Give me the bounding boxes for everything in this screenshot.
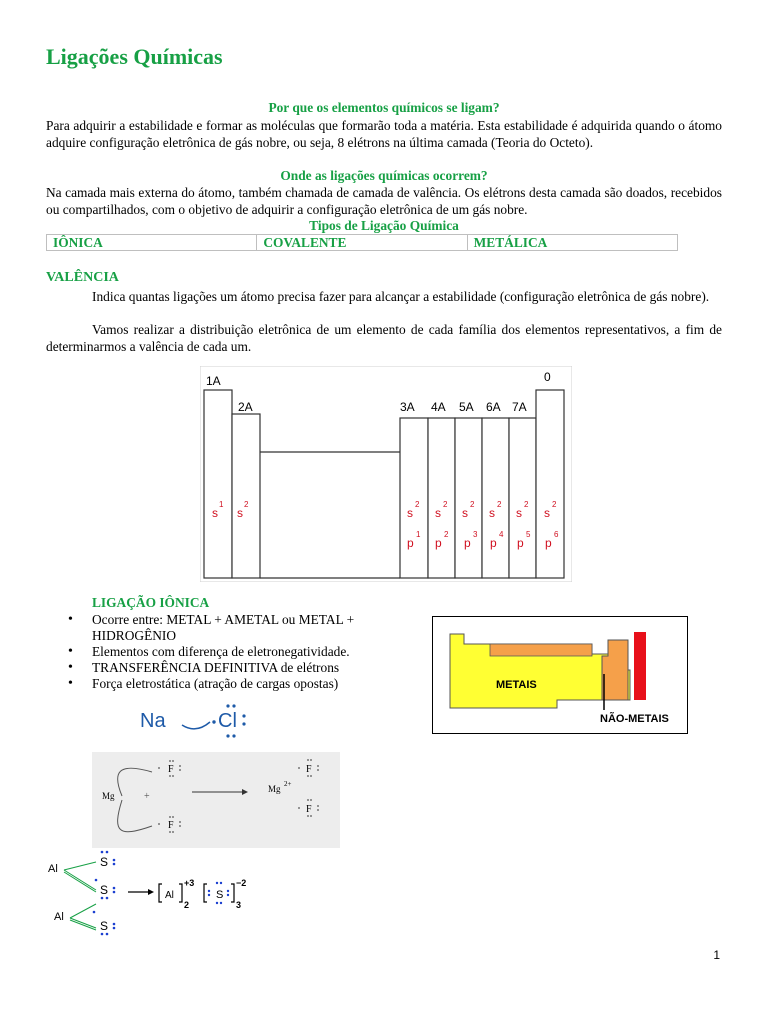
- config-s-5a: s: [462, 506, 468, 520]
- sulfide-ion: S: [216, 889, 224, 901]
- aluminium-ion: Al: [165, 890, 174, 901]
- sulfide-charge: −2: [236, 878, 247, 888]
- config-p-sup-7a: 5: [526, 530, 531, 539]
- config-s-7a: s: [516, 506, 522, 520]
- section-text-why: Para adquirir a estabilidade e formar as moléculas que formarão toda a matéria. Esta estabilidade é adquirida quando o átomo adquire configuração eletrônica de gás nobre, ou seja, 8 elétrons na última camada (Teoria do Octeto).: [46, 118, 722, 150]
- section-heading-where: Onde as ligações químicas ocorrem?: [280, 168, 488, 183]
- sulfur-symbol-3: S: [100, 919, 109, 933]
- column-5a: [455, 418, 482, 578]
- config-s-2a: s: [237, 506, 243, 520]
- periodic-valence-diagram: [200, 366, 572, 582]
- types-table: [46, 234, 678, 251]
- nacl-lewis-diagram: [136, 700, 256, 740]
- aluminium-subscript: 2: [184, 900, 190, 910]
- config-s-sup-6a: 2: [497, 500, 502, 509]
- aluminium-symbol-top: Al: [48, 863, 58, 875]
- ionic-bullet: • Ocorre entre: METAL + AMETAL ou METAL + HIDROGÊNIO: [46, 612, 426, 644]
- type-ionic: IÔNICA: [47, 235, 257, 251]
- config-s-4a: s: [435, 506, 441, 520]
- config-s-sup-0: 2: [552, 500, 557, 509]
- magnesium-ion: Mg: [268, 784, 281, 794]
- group-label-3a: 3A: [400, 400, 415, 414]
- config-p-sup-6a: 4: [499, 530, 504, 539]
- group-label-5a: 5A: [459, 400, 474, 414]
- al2s3-lewis-diagram: [44, 850, 264, 942]
- ionic-heading: LIGAÇÃO IÔNICA: [92, 595, 210, 610]
- valencia-text-1: Indica quantas ligações um átomo precisa fazer para alcançar a estabilidade (configuração eletrônica de gás nobre).: [92, 289, 710, 304]
- config-p-sup-0: 6: [554, 530, 559, 539]
- metals-nonmetals-diagram: [432, 616, 688, 734]
- config-p-5a: p: [464, 536, 471, 550]
- config-p-4a: p: [435, 536, 442, 550]
- magnesium-symbol: Mg: [102, 791, 115, 801]
- magnesium-ion-charge: 2+: [284, 780, 292, 788]
- config-p-6a: p: [490, 536, 497, 550]
- fluoride-ion-top: F: [306, 764, 312, 775]
- fluorine-symbol-bottom: F: [168, 820, 174, 831]
- config-s-1a: s: [212, 506, 218, 520]
- config-s-sup-3a: 2: [415, 500, 420, 509]
- config-p-sup-5a: 3: [473, 530, 478, 539]
- plus-sign: +: [144, 791, 150, 802]
- column-7a: [509, 418, 536, 578]
- config-p-0: p: [545, 536, 552, 550]
- transition-band: [490, 644, 592, 656]
- sodium-symbol: Na: [140, 710, 166, 732]
- chlorine-symbol: Cl: [218, 710, 237, 732]
- transfer-arrow: [182, 722, 210, 729]
- group-label-2a: 2A: [238, 400, 253, 414]
- valencia-text-2: Vamos realizar a distribuição eletrônica de um elemento de cada família dos elementos representativos, a fim de determinarmos a valência de cada um.: [46, 322, 722, 354]
- mgf2-lewis-diagram: [92, 752, 340, 848]
- fluorine-symbol-top: F: [168, 764, 174, 775]
- sulfide-subscript: 3: [236, 900, 242, 910]
- config-s-6a: s: [489, 506, 495, 520]
- config-s-0: s: [544, 506, 550, 520]
- sulfur-symbol-1: S: [100, 855, 109, 869]
- column-2a: [232, 414, 260, 578]
- types-heading: Tipos de Ligação Química: [309, 218, 459, 233]
- config-s-sup-2a: 2: [244, 500, 249, 509]
- group-label-0: 0: [544, 370, 551, 384]
- ionic-bullet: • TRANSFERÊNCIA DEFINITIVA de elétrons: [46, 660, 426, 676]
- ionic-bullet-list: [46, 612, 426, 692]
- ionic-bullet: • Elementos com diferença de eletronegatividade.: [46, 644, 426, 660]
- aluminium-charge: +3: [184, 878, 195, 888]
- config-p-sup-3a: 1: [416, 530, 421, 539]
- config-s-3a: s: [407, 506, 413, 520]
- group-label-6a: 6A: [486, 400, 501, 414]
- column-6a: [482, 418, 509, 578]
- page-number: 1: [713, 948, 720, 962]
- type-metallic: METÁLICA: [467, 235, 677, 251]
- electron-transfer-lines: [64, 862, 96, 930]
- config-p-7a: p: [517, 536, 524, 550]
- page-title: Ligações Químicas: [46, 44, 223, 69]
- type-covalent: COVALENTE: [257, 235, 467, 251]
- section-text-where: Na camada mais externa do átomo, também chamada de camada de valência. Os elétrons desta camada são doados, recebidos ou compartilhados, com o objetivo de adquirir a configuração eletrônica de um gás nobre.: [46, 185, 722, 217]
- section-heading-why: Por que os elementos químicos se ligam?: [268, 100, 500, 115]
- group-label-7a: 7A: [512, 400, 527, 414]
- group-label-4a: 4A: [431, 400, 446, 414]
- fluoride-ion-bottom: F: [306, 804, 312, 815]
- aluminium-symbol-bottom: Al: [54, 911, 64, 923]
- config-p-3a: p: [407, 536, 414, 550]
- ionic-bullet: • Força eletrostática (atração de cargas opostas): [46, 676, 426, 692]
- nonmetals-label: NÃO-METAIS: [600, 713, 669, 725]
- column-3a: [400, 418, 428, 578]
- config-s-sup-1a: 1: [219, 500, 224, 509]
- column-4a: [428, 418, 455, 578]
- config-s-sup-7a: 2: [524, 500, 529, 509]
- nonmetal-bar: [634, 632, 646, 700]
- group-label-1a: 1A: [206, 374, 221, 388]
- config-p-sup-4a: 2: [444, 530, 449, 539]
- metals-label: METAIS: [496, 679, 537, 691]
- config-s-sup-5a: 2: [470, 500, 475, 509]
- config-s-sup-4a: 2: [443, 500, 448, 509]
- column-1a: [204, 390, 232, 578]
- sulfur-symbol-2: S: [100, 883, 109, 897]
- valencia-heading: VALÊNCIA: [46, 270, 119, 285]
